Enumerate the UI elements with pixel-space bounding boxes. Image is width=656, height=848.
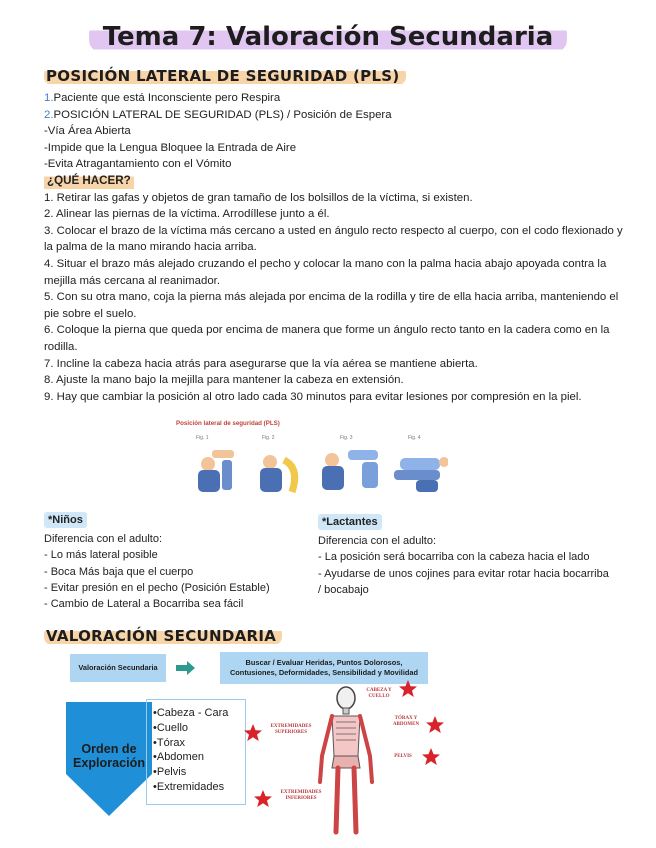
intro-line-4: -Impide que la Lengua Bloquee la Entrada de Aire (44, 141, 297, 154)
lactantes-column (318, 514, 613, 598)
step-item: 6. Coloque la pierna que queda por encima de manera que forme un ángulo recto tanto en la cadera como en la rodilla. (44, 324, 610, 353)
step-item: 1. Retirar las gafas y objetos de gran tamaño de los bolsillos de la víctima, si existen. (44, 191, 473, 204)
ninos-line: Diferencia con el adulto: (44, 533, 163, 546)
intro-line-3: -Vía Área Abierta (44, 125, 131, 138)
pls-intro (44, 90, 624, 405)
fig-label-3: Fig. 3 (340, 435, 353, 441)
skeleton-body-icon (316, 686, 376, 836)
pls-illustration (172, 420, 448, 502)
figure-4-person-icon (394, 457, 448, 492)
steps-list (44, 190, 624, 406)
exploration-item: •Pelvis (153, 766, 187, 779)
exploration-item: •Tórax (153, 736, 185, 749)
fig-label-1: Fig. 1 (196, 435, 209, 441)
step-item: 2. Alinear las piernas de la víctima. Arrodíllese junto a él. (44, 208, 330, 221)
step-item: 8. Ajuste la mano bajo la mejilla para mantener la cabeza en extensión. (44, 374, 404, 387)
exploration-item: •Cabeza - Cara (153, 707, 229, 719)
orden-exploracion-label: Orden de Exploración (72, 742, 146, 770)
lactantes-line: - Ayudarse de unos cojines para evitar rotar hacia bocarriba / bocabajo (318, 567, 609, 596)
exploration-item: •Extremidades (153, 780, 225, 793)
exploration-item: •Abdomen (153, 751, 204, 764)
lactantes-line: - La posición será bocarriba con la cabeza hacia el lado (318, 551, 590, 564)
page-title: Tema 7: Valoración Secundaria (89, 22, 568, 52)
lactantes-line: Diferencia con el adulto: (318, 535, 437, 548)
ninos-line: - Boca Más baja que el cuerpo (44, 565, 194, 578)
label-ext-superiores: EXTREMIDADES SUPERIORES (270, 724, 312, 735)
valoracion-heading: VALORACIÓN SECUNDARIA (44, 626, 282, 645)
pls-figures-svg (172, 420, 448, 502)
ninos-line: - Evitar presión en el pecho (Posición Estable) (44, 581, 270, 594)
step-item: 5. Con su otra mano, coja la pierna más alejada por encima de la rodilla y tire de ella hacia arriba, manteniendo el pie sobre el suelo. (44, 291, 619, 320)
star-icon (254, 790, 272, 808)
exploration-list (146, 699, 246, 805)
ninos-column (44, 512, 314, 612)
step-item: 9. Hay que cambiar la posición al otro lado cada 30 minutos para evitar lesiones por compresión en la piel. (44, 390, 582, 403)
arrow-right-icon (176, 660, 196, 676)
intro-line-1: 1.Paciente que está Inconsciente pero Respira (44, 92, 281, 104)
figure-3-person-icon (322, 450, 378, 490)
que-hacer-label: ¿QUÉ HACER? (44, 173, 134, 190)
ninos-line: - Lo más lateral posible (44, 549, 158, 562)
star-icon (426, 716, 444, 734)
ninos-tag: *Niños (44, 512, 87, 528)
label-torax-abdomen: TÓRAX Y ABDOMEN (392, 716, 420, 727)
label-ext-inferiores: EXTREMIDADES INFERIORES (280, 790, 322, 801)
figure-caption: Posición lateral de seguridad (PLS) (176, 420, 280, 427)
intro-line-5: -Evita Atragantamiento con el Vómito (44, 158, 232, 171)
star-icon (244, 724, 262, 742)
fig-label-2: Fig. 2 (262, 435, 275, 441)
star-icon (399, 680, 417, 698)
step-item: 7. Incline la cabeza hacia atrás para asegurarse que la vía aérea se mantiene abierta. (44, 357, 478, 370)
ninos-line: - Cambio de Lateral a Bocarriba sea fácil (44, 598, 244, 611)
intro-line-2: 2.POSICIÓN LATERAL DE SEGURIDAD (PLS) / Posición de Espera (44, 108, 392, 121)
step-item: 3. Colocar el brazo de la víctima más cercano a usted en ángulo recto respecto al cuerpo, con el codo flexionado y la palma de la mano mirando hacia arriba. (44, 224, 623, 254)
step-item: 4. Situar el brazo más alejado cruzando el pecho y colocar la mano con la palma hacia abajo apoyada contra la mejilla más cercana al reanimador. (44, 257, 607, 287)
label-pelvis: PELVIS (394, 754, 412, 759)
title-wrap (0, 22, 656, 52)
figure-2-person-icon (260, 455, 295, 492)
valoracion-box: Valoración Secundaria (70, 654, 166, 682)
pls-heading: POSICIÓN LATERAL DE SEGURIDAD (PLS) (44, 66, 406, 85)
lactantes-tag: *Lactantes (318, 514, 382, 530)
star-icon (422, 748, 440, 766)
buscar-evaluar-box: Buscar / Evaluar Heridas, Puntos Dolorosos, Contusiones, Deformidades, Sensibilidad y Movilidad (220, 652, 428, 684)
fig-label-4: Fig. 4 (408, 435, 421, 441)
label-cabeza-cuello: CABEZA Y CUELLO (366, 688, 392, 699)
exploration-item: •Cuello (153, 721, 189, 734)
figure-1-person-icon (198, 450, 234, 492)
